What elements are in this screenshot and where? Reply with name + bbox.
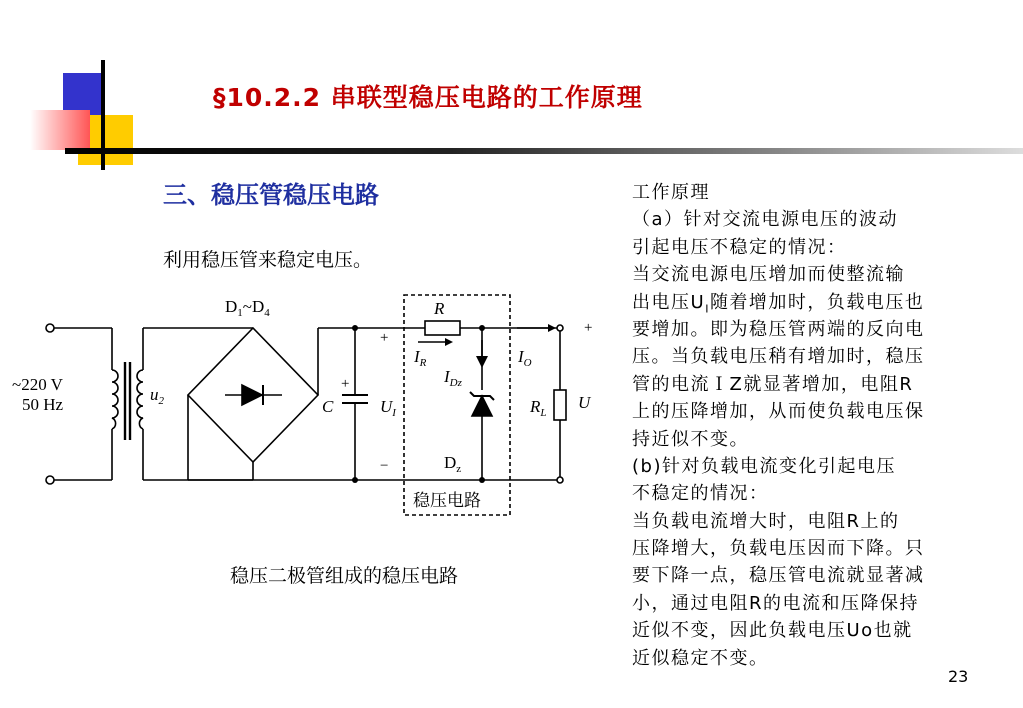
resistor-r [425,321,460,335]
regulator-box-label: 稳压电路 [413,491,481,511]
io-label: I [518,347,524,366]
resistor-r-label: R [434,299,445,318]
iz-label: I [444,367,450,386]
arrow-io-icon [548,324,556,332]
u2-label: u [150,385,159,404]
source-frequency-label: 50 Hz [22,395,64,414]
explanation-line: 当交流电源电压增加而使整流输 [632,264,905,286]
d1d4-label: D [225,297,238,316]
output-terminal-bottom [557,477,563,483]
svg-text:u2: $u_2$ [150,385,164,407]
zener-diode-icon [472,396,492,416]
capacitor-plus: + [341,376,350,392]
explanation-line: 当负载电流增大时，电阻R上的 [632,510,900,532]
transformer-primary [112,370,118,429]
explanation-line: 压。当负载电压稍有增加时，稳压 [632,346,925,368]
explanation-line: 引起电压不稳定的情况： [632,236,847,258]
rl-label: R [530,397,541,416]
input-terminal-top [46,324,54,332]
explanation-line: 小，通过电阻R的电流和压降保持 [632,592,920,614]
explanation-text [632,179,925,672]
arrow-ir-icon [445,338,453,346]
u1-label: U [380,397,393,416]
intro-text: 利用稳压管来稳定电压。 [163,249,373,271]
explanation-line: 不稳定的情况： [632,483,769,505]
explanation-line: 近似稳定不变。 [632,647,769,669]
svg-text:D1~D4: $D_1\sim D_4$ [225,297,270,319]
svg-text:IDz: $I_{Dz}$ [444,367,462,389]
title-underline [65,148,1023,154]
figure-caption: 稳压二极管组成的稳压电路 [230,565,459,587]
explanation-line: 要增加。即为稳压管两端的反向电 [632,318,925,340]
bridge-diode-icon [242,385,262,405]
explanation-line: 压降增大，负载电压因而下降。只 [632,538,925,560]
minus-input-sign: − [380,458,389,474]
slide-title: §10.2.2 串联型稳压电路的工作原理 [213,83,643,112]
svg-text:IR: $I_R$ [414,347,427,369]
explanation-line: 管的电流ＩZ就显著增加，电阻R [632,373,914,395]
zener-regulator-circuit [0,290,610,530]
ir-label: I [414,347,420,366]
svg-text:UI: $U_I$ [380,397,396,419]
section-subtitle: 三、稳压管稳压电路 [163,181,379,209]
plus-input-sign: + [380,330,389,346]
subscript-i: I [705,302,710,316]
page-number: 23 [948,667,969,686]
dz-label: D [444,453,457,472]
transformer-secondary [137,370,143,429]
explanation-line: （a）针对交流电源电压的波动 [632,209,899,231]
source-voltage-label: ~220 V [12,375,63,394]
output-terminal-top [557,325,563,331]
load-resistor-rl [554,390,566,420]
svg-text:IO: $I_O$ [518,347,532,369]
explanation-line: (b)针对负载电流变化引起电压 [632,455,896,477]
svg-text:RL: $R_L$ [530,397,547,419]
capacitor-label: C [322,397,334,416]
explanation-line: 持近似不变。 [632,428,749,450]
deco-red-square [30,110,90,150]
uo-label: U [578,393,591,412]
input-terminal-bottom [46,476,54,484]
explanation-line: 工作原理 [632,182,710,203]
plus-output-sign: + [584,320,593,336]
explanation-line: 上的压降增加，从而使负载电压保 [632,401,925,423]
explanation-line: 近似不变，因此负载电压Uo也就 [632,620,913,642]
explanation-line: 要下降一点，稳压管电流就显著减 [632,565,925,587]
svg-text:Dz: $D_z$ [444,453,462,475]
explanation-line: 出电压$U_I$随着增加时，负载电压也 [632,291,925,316]
